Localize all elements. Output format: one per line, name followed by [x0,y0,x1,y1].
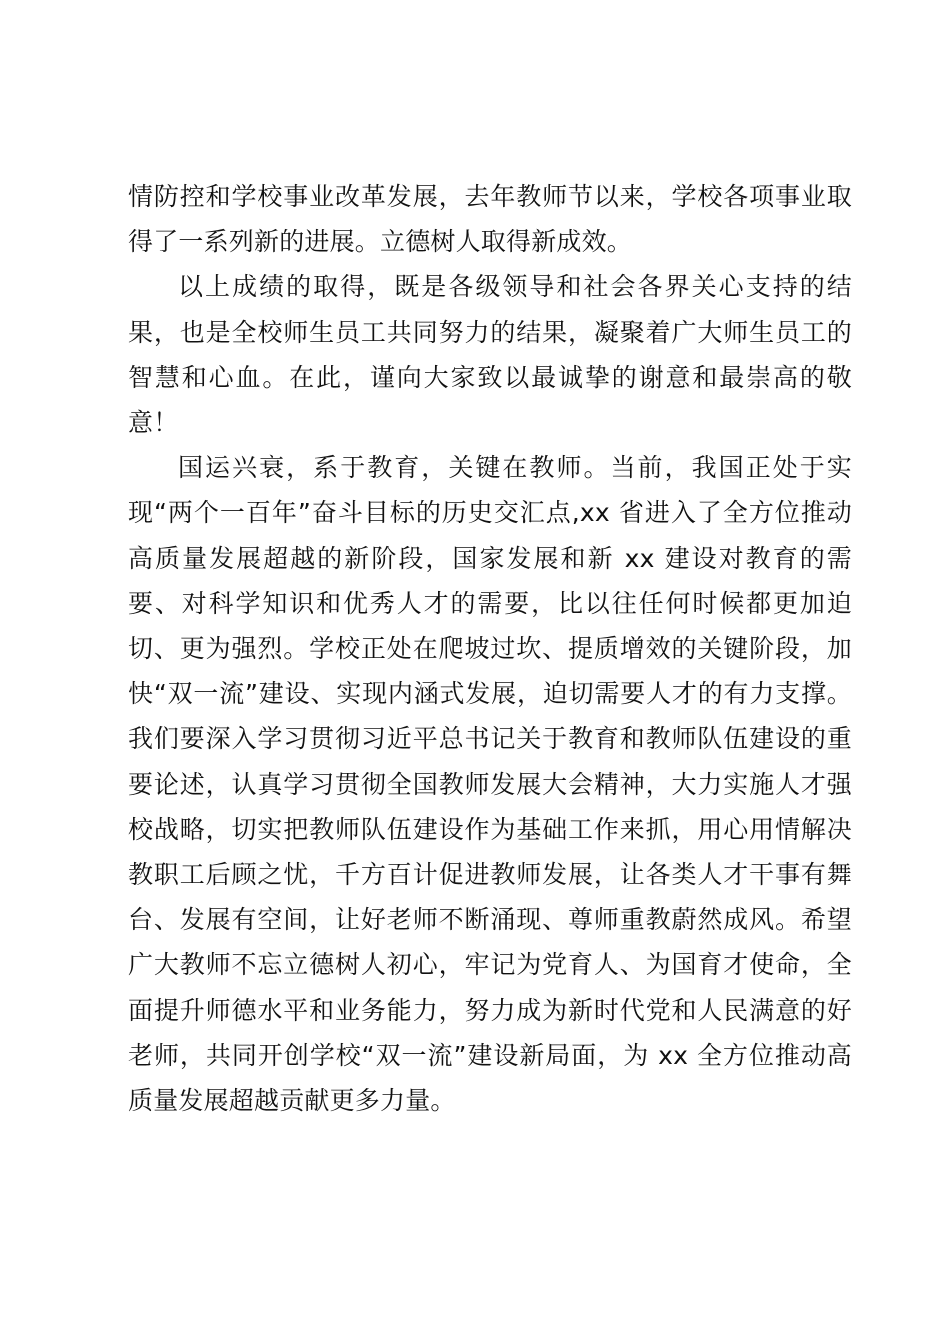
paragraph-continuation: 情防控和学校事业改革发展，去年教师节以来，学校各项事业取得了一系列新的进展。立德树人取得新成效。 [128,182,852,257]
paragraph-education-teachers: 国运兴衰，系于教育，关键在教师。当前，我国正处于实现“两个一百年”奋斗目标的历史交汇点,xx 省进入了全方位推动高质量发展超越的新阶段，国家发展和新 xx 建设对教育的需要、对科学知识和优秀人才的需要，比以往任何时候都更加迫切、更为强烈。学校正处在爬坡过坎、提质增效的关键阶段，加快“双一流”建设、实现内涵式发展，迫切需要人才的有力支撑。我们要深入学习贯彻习近平总书记关于教育和教师队伍建设的重要论述，认真学习贯彻全国教师发展大会精神，大力实施人才强校战略，切实把教师队伍建设作为基础工作来抓，用心用情解决教职工后顾之忧，千方百计促进教师发展，让各类人才干事有舞台、发展有空间，让好老师不断涌现、尊师重教蔚然成风。希望广大教师不忘立德树人初心，牢记为党育人、为国育才使命，全面提升师德水平和业务能力，努力成为新时代党和人民满意的好老师，共同开创学校“双一流”建设新局面，为 xx 全方位推动高质量发展超越贡献更多力量。 [128,453,852,1116]
document-body [128,174,852,1123]
paragraph-gratitude: 以上成绩的取得，既是各级领导和社会各界关心支持的结果，也是全校师生员工共同努力的结果，凝聚着广大师生员工的智慧和心血。在此，谨向大家致以最诚挚的谢意和最崇高的敬意！ [128,272,852,438]
